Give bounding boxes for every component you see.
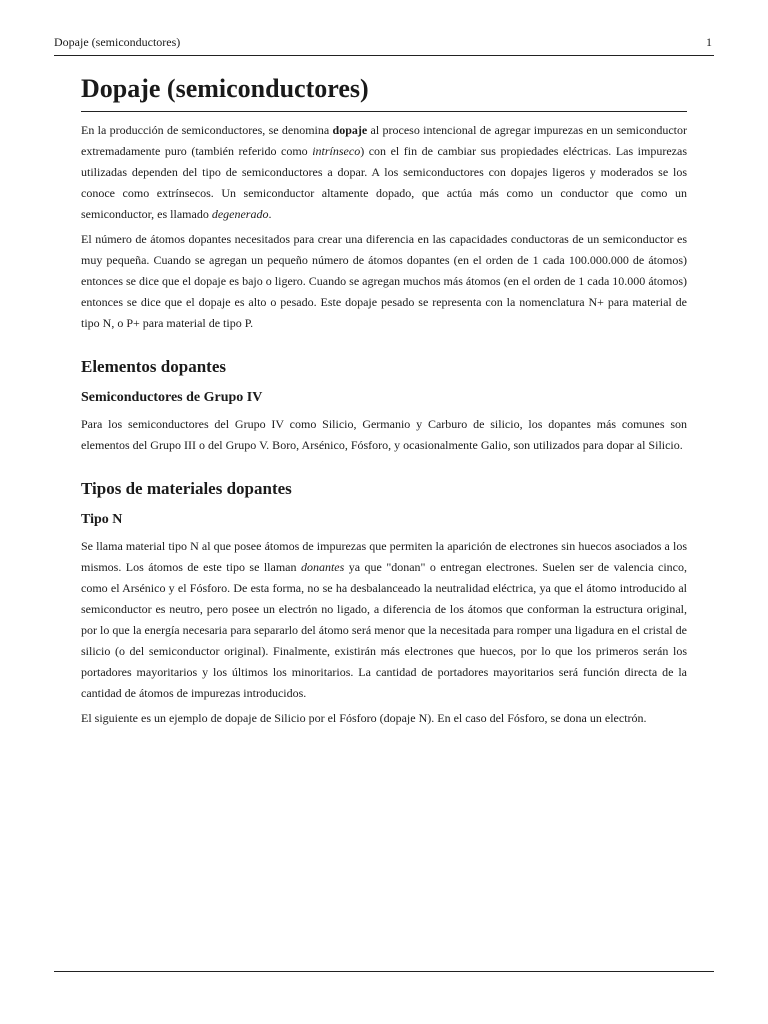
- term-dopaje: dopaje: [332, 123, 368, 137]
- term-donantes: donantes: [300, 560, 345, 574]
- footer-divider: [54, 971, 714, 972]
- intro-paragraph-2: El número de átomos dopantes necesitados para crear una diferencia en las capacidades conductoras de un semiconductor es muy pequeña. Cuando se agregan un pequeño número de átomos dopantes (en el orden de 1 cada 100.000.000 de átomos) entonces se dice que el dopaje es bajo o ligero. Cuando se agregan muchos más átomos (en el orden de 1 cada 10.000 átomos) entonces se dice que el dopaje es alto o pesado. Este dopaje pesado se representa con la nomenclatura N+ para material de tipo N, o P+ para material de tipo P.: [81, 232, 687, 330]
- tipo-n-paragraph-1: [81, 536, 687, 704]
- term-degenerado: degenerado: [211, 207, 269, 221]
- intro-text-2: al proceso intencional de agregar impurezas en un semiconductor extremadamente puro (también referido como: [81, 123, 687, 158]
- section-heading-elementos-dopantes: Elementos dopantes: [81, 357, 226, 376]
- tipo-n-paragraph-2: El siguiente es un ejemplo de dopaje de Silicio por el Fósforo (dopaje N). En el caso del Fósforo, se dona un electrón.: [81, 711, 647, 725]
- section-heading-tipos-materiales: Tipos de materiales dopantes: [81, 479, 292, 498]
- subsection-heading-grupo-iv: Semiconductores de Grupo IV: [81, 390, 263, 405]
- page-header: [54, 35, 714, 56]
- intro-text-3: ) con el fin de cambiar sus propiedades eléctricas. Las impurezas utilizadas dependen del tipo de semiconductores a dopar. A los semiconductores con dopajes ligeros y moderados se los conoce como extrínsecos. Un semiconductor altamente dopado, que actúa más como un conductor que como un semiconductor, es llamado: [81, 144, 687, 221]
- intro-text-4: .: [268, 207, 272, 221]
- intro-paragraph-1: [81, 120, 687, 225]
- grupo-iv-paragraph: Para los semiconductores del Grupo IV como Silicio, Germanio y Carburo de silicio, los dopantes más comunes son elementos del Grupo III o del Grupo V. Boro, Arsénico, Fósforo, y ocasionalmente Galio, son utilizados para dopar al Silicio.: [81, 417, 687, 452]
- running-title: Dopaje (semiconductores): [54, 35, 181, 49]
- intro-text-1: En la producción de semiconductores, se denomina: [81, 123, 333, 137]
- tipo-n-text-1: Se llama material tipo N al que posee átomos de impurezas que permiten la aparición de electrones sin huecos asociados a los mismos. Los átomos de este tipo se llaman: [81, 539, 687, 574]
- page-number: 1: [706, 35, 712, 49]
- tipo-n-text-2: ya que "donan" o entregan electrones. Suelen ser de valencia cinco, como el Arsénico y el Fósforo. De esta forma, no se ha desbalanceado la neutralidad eléctrica, ya que el átomo introducido al semiconductor es neutro, pero posee un electrón no ligado, a diferencia de los átomos que conforman la estructura original, por lo que la energía necesaria para separarlo del átomo será menor que la necesitada para romper una ligadura en el cristal de silicio (o del semiconductor original). Finalmente, existirán más electrones que huecos, por lo que los primeros serán los portadores mayoritarios y los últimos los minoritarios. La cantidad de portadores mayoritarios será función directa de la cantidad de átomos de impurezas introducidos.: [81, 560, 687, 700]
- page-title: Dopaje (semiconductores): [81, 70, 687, 112]
- article-body: [81, 70, 687, 729]
- subsection-heading-tipo-n: Tipo N: [81, 512, 123, 527]
- term-intrinseco: intrínseco: [312, 144, 361, 158]
